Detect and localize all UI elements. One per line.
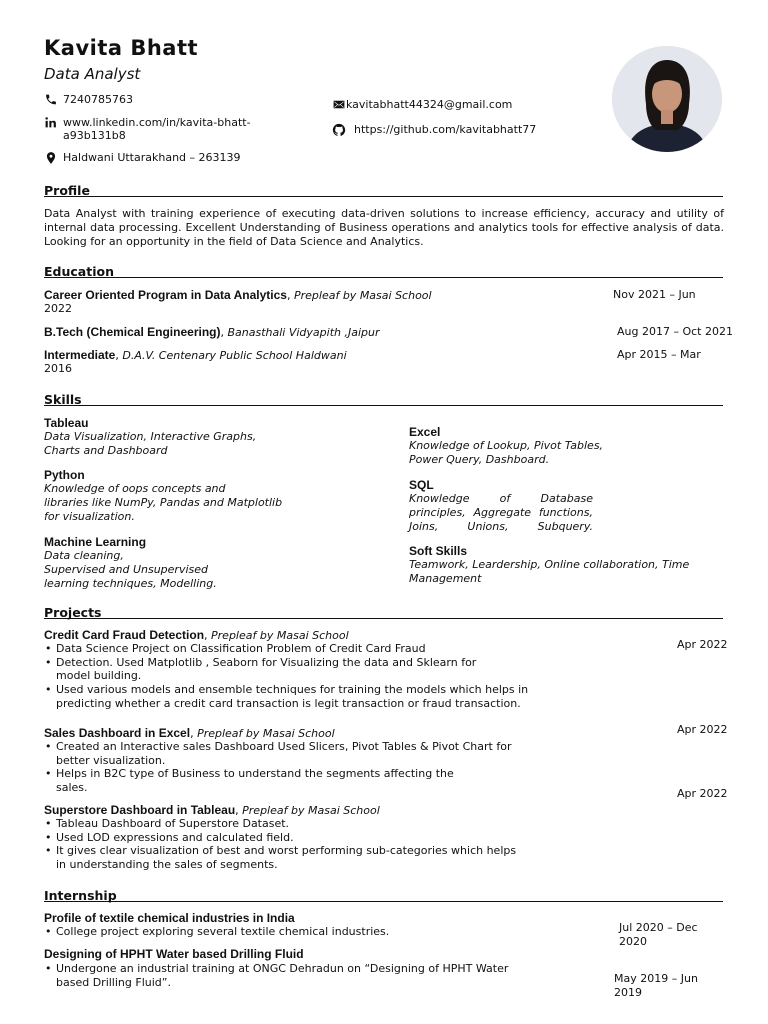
skill-soft-skills-description: Teamwork, Leardership, Online collaboration, Time Management [409, 558, 690, 585]
internship-date: May 2019 – Jun 2019 [614, 972, 698, 999]
profile-photo [612, 46, 722, 152]
skill-tableau: Tableau [44, 416, 89, 430]
list-item: • College project exploring several textile chemical industries. [44, 925, 389, 939]
skill-excel-description: Knowledge of Lookup, Pivot Tables, Power Query, Dashboard. [409, 439, 604, 466]
skill-python: Python [44, 468, 85, 482]
project-title-line: Credit Card Fraud Detection, Prepleaf by Masai School [44, 628, 349, 642]
linkedin-url-line2[interactable]: a93b131b8 [63, 129, 126, 142]
phone-icon [44, 93, 58, 106]
project-bullets [44, 740, 511, 795]
skill-tableau-description: Data Visualization, Interactive Graphs, Charts and Dashboard [44, 430, 257, 457]
location-pin-icon [44, 151, 58, 165]
section-divider [44, 901, 723, 902]
project-org: Prepleaf by Masai School [242, 804, 380, 817]
project-date: Apr 2022 [677, 638, 728, 651]
profile-summary: Data Analyst with training experience of executing data-driven solutions to increase efficiency, accuracy and utility of internal data processing. Excellent Understanding of Business operations and analytics tools for effective analysis of data. Looking for an opportunity in the field of Data Science and Analytics. [44, 207, 724, 248]
list-item: • Tableau Dashboard of Superstore Dataset. [44, 817, 516, 831]
list-item: • Undergone an industrial training at ONGC Dehradun on “Designing of HPHT Water based Drilling Fluid”. [44, 962, 508, 989]
project-bullets [44, 642, 528, 711]
project-bullets [44, 817, 516, 872]
list-item: • Detection. Used Matplotlib , Seaborn for Visualizing the data and Sklearn for model building. [44, 656, 528, 683]
project-date: Apr 2022 [677, 723, 728, 736]
section-divider [44, 618, 723, 619]
project-title: Sales Dashboard in Excel [44, 726, 191, 740]
degree-name: Intermediate [44, 348, 116, 362]
project-title-line: Superstore Dashboard in Tableau, Prepleaf by Masai School [44, 803, 380, 817]
list-item: • Data Science Project on Classification Problem of Credit Card Fraud [44, 642, 528, 656]
education-entry: Career Oriented Program in Data Analytics, Prepleaf by Masai School [44, 288, 432, 302]
location-text: Haldwani Uttarakhand – 263139 [63, 151, 241, 164]
education-date-continued: 2016 [44, 362, 72, 375]
skill-soft-skills: Soft Skills [409, 544, 468, 558]
section-divider [44, 277, 723, 278]
envelope-icon [332, 98, 346, 111]
portrait-illustration [612, 46, 722, 152]
email-address[interactable]: kavitabhatt44324@gmail.com [346, 98, 513, 111]
candidate-name: Kavita Bhatt [44, 36, 199, 60]
candidate-title: Data Analyst [44, 65, 141, 83]
phone-number: 7240785763 [63, 93, 133, 106]
internship-title: Profile of textile chemical industries in India [44, 911, 295, 925]
list-item: • Helps in B2C type of Business to understand the segments affecting the sales. [44, 767, 511, 794]
project-org: Prepleaf by Masai School [211, 629, 349, 642]
skill-sql-description: Knowledge of Database principles, Aggregate functions, Joins, Unions, Subquery. [409, 492, 593, 533]
profile-heading: Profile [44, 183, 90, 198]
internship-bullets [44, 925, 389, 939]
internship-heading: Internship [44, 888, 117, 903]
skill-excel: Excel [409, 425, 441, 439]
skill-sql: SQL [409, 478, 434, 492]
internship-title: Designing of HPHT Water based Drilling Fluid [44, 947, 304, 961]
education-entry: Intermediate, D.A.V. Centenary Public School Haldwani [44, 348, 347, 362]
linkedin-url-line1[interactable]: www.linkedin.com/in/kavita-bhatt- [63, 116, 251, 129]
github-icon [332, 123, 346, 137]
project-title: Credit Card Fraud Detection [44, 628, 205, 642]
list-item: • Used LOD expressions and calculated field. [44, 831, 516, 845]
section-divider [44, 196, 723, 197]
education-entry: B.Tech (Chemical Engineering), Banasthali Vidyapith ,Jaipur [44, 325, 380, 339]
list-item: • Created an Interactive sales Dashboard Used Slicers, Pivot Tables & Pivot Chart for better visualization. [44, 740, 511, 767]
project-org: Prepleaf by Masai School [197, 727, 335, 740]
github-url[interactable]: https://github.com/kavitabhatt77 [354, 123, 537, 136]
institution-name: Banasthali Vidyapith ,Jaipur [227, 326, 380, 339]
education-date: Apr 2015 – Mar [617, 348, 701, 361]
internship-bullets [44, 962, 508, 989]
degree-name: B.Tech (Chemical Engineering) [44, 325, 221, 339]
skill-machine-learning: Machine Learning [44, 535, 147, 549]
project-title-line: Sales Dashboard in Excel, Prepleaf by Masai School [44, 726, 335, 740]
project-title: Superstore Dashboard in Tableau [44, 803, 236, 817]
skill-python-description: Knowledge of oops concepts and libraries like NumPy, Pandas and Matplotlib for visualization. [44, 482, 283, 523]
education-date: Nov 2021 – Jun [613, 288, 696, 301]
list-item: • It gives clear visualization of best and worst performing sub-categories which helps in understanding the sales of segments. [44, 844, 516, 871]
education-date: Aug 2017 – Oct 2021 [617, 325, 733, 338]
internship-date: Jul 2020 – Dec 2020 [619, 921, 698, 948]
education-heading: Education [44, 264, 114, 279]
institution-name: D.A.V. Centenary Public School Haldwani [122, 349, 347, 362]
list-item: • Used various models and ensemble techniques for training the models which helps in predicting whether a credit card transaction is legit transaction or fraud transaction. [44, 683, 528, 710]
skills-heading: Skills [44, 392, 82, 407]
linkedin-icon [44, 116, 58, 129]
degree-name: Career Oriented Program in Data Analytics [44, 288, 287, 302]
education-date-continued: 2022 [44, 302, 72, 315]
projects-heading: Projects [44, 605, 102, 620]
skill-machine-learning-description: Data cleaning, Supervised and Unsupervised learning techniques, Modelling. [44, 549, 217, 590]
institution-name: Prepleaf by Masai School [293, 289, 432, 302]
project-date: Apr 2022 [677, 787, 728, 800]
section-divider [44, 405, 723, 406]
